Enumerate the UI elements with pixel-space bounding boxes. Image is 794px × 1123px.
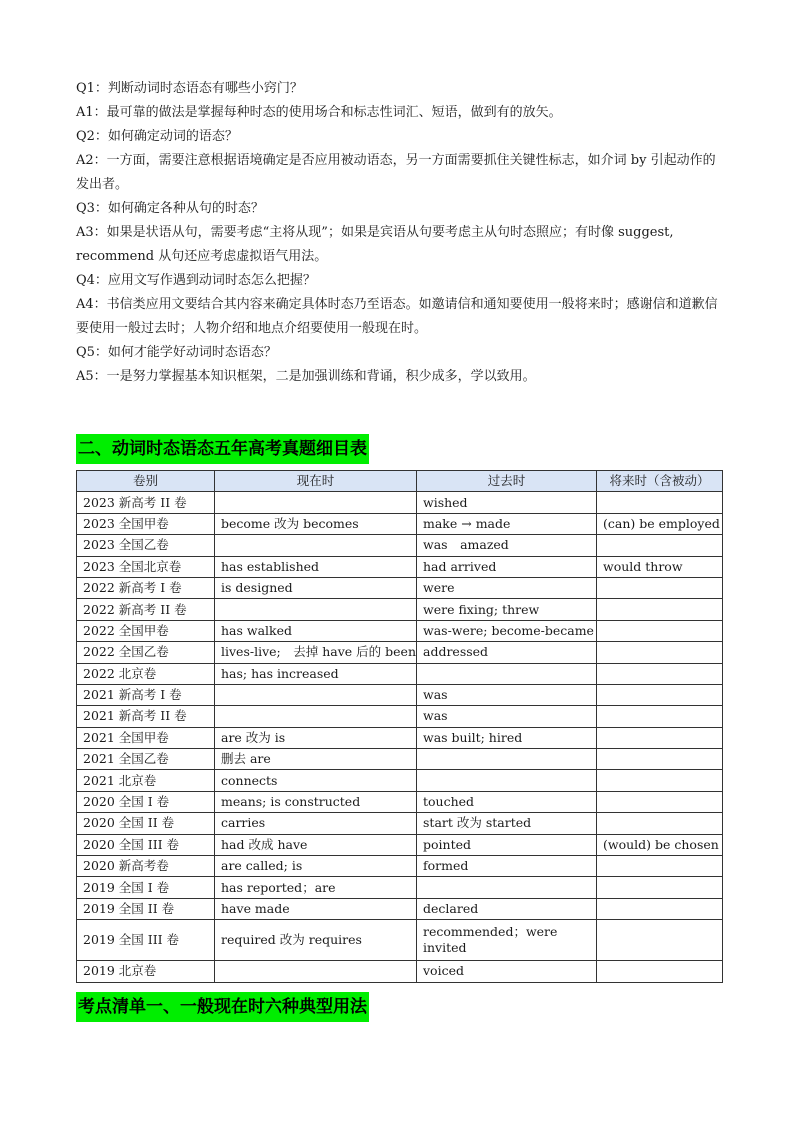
cell-past: was — [417, 684, 597, 705]
cell-paper: 2022 北京卷 — [77, 663, 215, 684]
cell-past: voiced — [417, 961, 597, 982]
cell-future — [597, 961, 723, 982]
cell-future — [597, 813, 723, 834]
cell-past — [417, 663, 597, 684]
answer-2: A2：一方面，需要注意根据语境确定是否应用被动语态，另一方面需要抓住关键性标志，如介词 by 引起动作的发出者。 — [76, 153, 716, 192]
cell-future — [597, 856, 723, 877]
cell-future — [597, 599, 723, 620]
cell-present — [215, 599, 417, 620]
table-row — [77, 535, 723, 556]
cell-present: carries — [215, 813, 417, 834]
header-future: 将来时（含被动） — [597, 471, 723, 492]
table-row — [77, 920, 723, 961]
cell-past: make → made — [417, 513, 597, 534]
table-row — [77, 898, 723, 919]
table-row — [77, 684, 723, 705]
table-row — [77, 770, 723, 791]
table-row — [77, 791, 723, 812]
cell-paper: 2021 北京卷 — [77, 770, 215, 791]
cell-future — [597, 727, 723, 748]
cell-future: would throw — [597, 556, 723, 577]
cell-present: 删去 are — [215, 749, 417, 770]
cell-past: declared — [417, 898, 597, 919]
cell-past: recommended；were invited — [417, 920, 597, 961]
cell-future — [597, 898, 723, 919]
table-row — [77, 577, 723, 598]
answer-4: A4：书信类应用文要结合其内容来确定具体时态乃至语态。如邀请信和通知要使用一般将来时；感谢信和道歉信要使用一般过去时；人物介绍和地点介绍要使用一般现在时。 — [76, 297, 718, 336]
cell-present: are 改为 is — [215, 727, 417, 748]
cell-present: means; is constructed — [215, 791, 417, 812]
cell-future: (can) be employed — [597, 513, 723, 534]
cell-future — [597, 620, 723, 641]
cell-present — [215, 706, 417, 727]
cell-paper: 2022 全国乙卷 — [77, 642, 215, 663]
cell-past: was amazed — [417, 535, 597, 556]
section-heading-exam-table: 二、动词时态语态五年高考真题细目表 — [76, 434, 369, 464]
cell-paper: 2020 全国 I 卷 — [77, 791, 215, 812]
cell-paper: 2022 新高考 II 卷 — [77, 599, 215, 620]
cell-past: was-were; become-became — [417, 620, 597, 641]
table-row — [77, 642, 723, 663]
cell-paper: 2021 全国甲卷 — [77, 727, 215, 748]
cell-present: connects — [215, 770, 417, 791]
cell-past — [417, 877, 597, 898]
header-paper: 卷别 — [77, 471, 215, 492]
cell-past: was built; hired — [417, 727, 597, 748]
question-1: Q1：判断动词时态语态有哪些小窍门？ — [76, 81, 303, 96]
cell-present — [215, 492, 417, 513]
header-present: 现在时 — [215, 471, 417, 492]
table-row — [77, 706, 723, 727]
cell-present — [215, 961, 417, 982]
qa-section — [76, 77, 721, 389]
cell-present: is designed — [215, 577, 417, 598]
cell-past — [417, 749, 597, 770]
table-row — [77, 961, 723, 982]
cell-future — [597, 920, 723, 961]
cell-future — [597, 791, 723, 812]
cell-future — [597, 770, 723, 791]
cell-paper: 2023 全国北京卷 — [77, 556, 215, 577]
cell-paper: 2019 全国 II 卷 — [77, 898, 215, 919]
answer-5: A5：一是努力掌握基本知识框架，二是加强训练和背诵，积少成多，学以致用。 — [76, 369, 536, 384]
cell-future — [597, 749, 723, 770]
cell-past — [417, 770, 597, 791]
cell-past: start 改为 started — [417, 813, 597, 834]
table-row — [77, 813, 723, 834]
cell-past: formed — [417, 856, 597, 877]
cell-present — [215, 684, 417, 705]
header-past: 过去时 — [417, 471, 597, 492]
cell-future — [597, 535, 723, 556]
cell-future — [597, 663, 723, 684]
cell-paper: 2020 全国 III 卷 — [77, 834, 215, 855]
table-row — [77, 856, 723, 877]
cell-future: (would) be chosen — [597, 834, 723, 855]
cell-present: has reported；are — [215, 877, 417, 898]
table-row — [77, 556, 723, 577]
cell-future — [597, 577, 723, 598]
cell-paper: 2023 全国甲卷 — [77, 513, 215, 534]
cell-past: were fixing; threw — [417, 599, 597, 620]
question-4: Q4：应用文写作遇到动词时态怎么把握？ — [76, 273, 316, 288]
cell-present: lives-live; 去掉 have 后的 been — [215, 642, 417, 663]
table-row — [77, 620, 723, 641]
cell-present: has established — [215, 556, 417, 577]
question-2: Q2：如何确定动词的语态？ — [76, 129, 238, 144]
cell-paper: 2021 新高考 I 卷 — [77, 684, 215, 705]
answer-3: A3：如果是状语从句，需要考虑“主将从现”；如果是宾语从句要考虑主从句时态照应；有时像 suggest, recommend 从句还应考虑虚拟语气用法。 — [76, 225, 674, 264]
cell-future — [597, 706, 723, 727]
table-header-row — [77, 471, 723, 492]
section-heading-present-tense: 考点清单一、一般现在时六种典型用法 — [76, 992, 369, 1022]
cell-paper: 2020 全国 II 卷 — [77, 813, 215, 834]
cell-paper: 2021 全国乙卷 — [77, 749, 215, 770]
question-5: Q5：如何才能学好动词时态语态？ — [76, 345, 277, 360]
cell-paper: 2021 新高考 II 卷 — [77, 706, 215, 727]
table-row — [77, 513, 723, 534]
cell-present: have made — [215, 898, 417, 919]
cell-present: had 改成 have — [215, 834, 417, 855]
cell-present: has walked — [215, 620, 417, 641]
cell-past: wished — [417, 492, 597, 513]
table-row — [77, 727, 723, 748]
table-row — [77, 834, 723, 855]
cell-paper: 2020 新高考卷 — [77, 856, 215, 877]
cell-future — [597, 877, 723, 898]
cell-past: was — [417, 706, 597, 727]
cell-past: addressed — [417, 642, 597, 663]
table-row — [77, 599, 723, 620]
cell-paper: 2019 全国 III 卷 — [77, 920, 215, 961]
cell-future — [597, 642, 723, 663]
cell-past: had arrived — [417, 556, 597, 577]
cell-present: required 改为 requires — [215, 920, 417, 961]
cell-paper: 2019 全国 I 卷 — [77, 877, 215, 898]
cell-past: were — [417, 577, 597, 598]
cell-paper: 2019 北京卷 — [77, 961, 215, 982]
cell-present — [215, 535, 417, 556]
table-row — [77, 492, 723, 513]
cell-present: become 改为 becomes — [215, 513, 417, 534]
cell-present: has; has increased — [215, 663, 417, 684]
question-3: Q3：如何确定各种从句的时态？ — [76, 201, 264, 216]
exam-detail-table — [76, 470, 723, 983]
cell-paper: 2022 全国甲卷 — [77, 620, 215, 641]
cell-paper: 2023 全国乙卷 — [77, 535, 215, 556]
table-row — [77, 663, 723, 684]
cell-present: are called; is — [215, 856, 417, 877]
cell-future — [597, 684, 723, 705]
cell-past: touched — [417, 791, 597, 812]
cell-paper: 2022 新高考 I 卷 — [77, 577, 215, 598]
table-row — [77, 877, 723, 898]
cell-past: pointed — [417, 834, 597, 855]
answer-1: A1：最可靠的做法是掌握每种时态的使用场合和标志性词汇、短语，做到有的放矢。 — [76, 105, 562, 120]
cell-future — [597, 492, 723, 513]
cell-paper: 2023 新高考 II 卷 — [77, 492, 215, 513]
table-row — [77, 749, 723, 770]
